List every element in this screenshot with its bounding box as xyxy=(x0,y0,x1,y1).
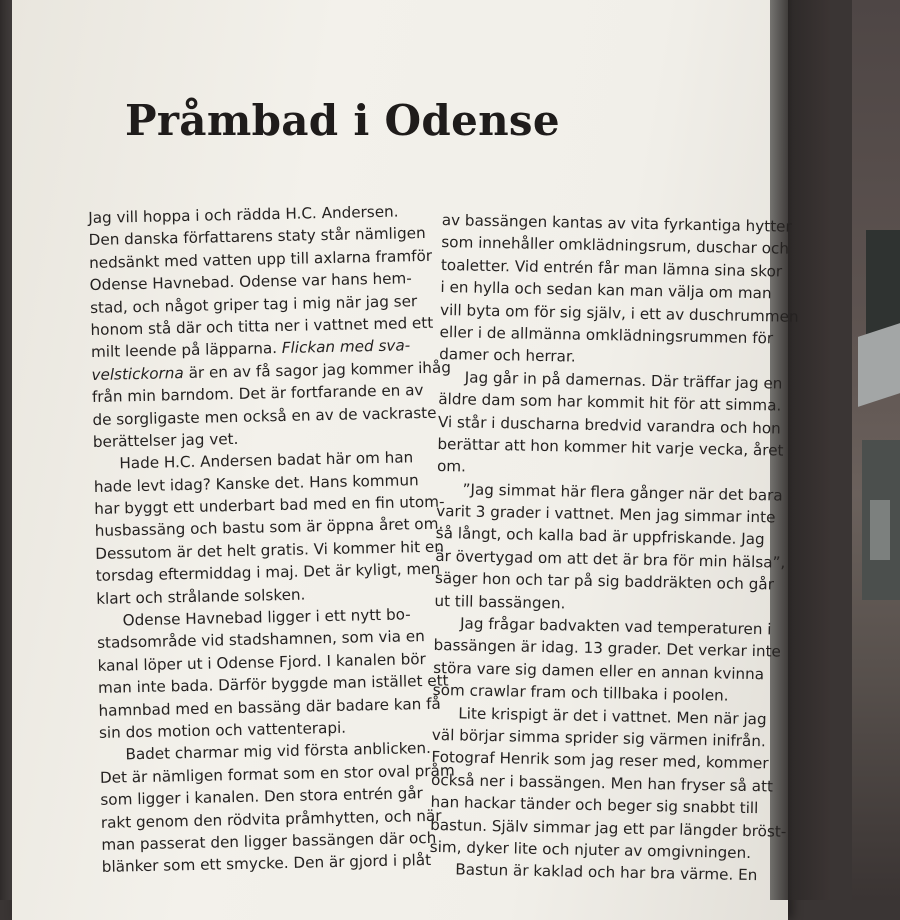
line-text: Odense Havnebad ligger i ett nytt bo- xyxy=(122,605,411,630)
line-text: bassängen är idag. 13 grader. Det verkar inte xyxy=(433,636,781,662)
line-text: varit 3 grader i vattnet. Men jag simmar inte xyxy=(436,502,776,527)
line-text: är övertygad om att det är bra för min hälsa”, xyxy=(435,546,786,572)
line-text: rakt genom den rödvita pråmhytten, och när xyxy=(100,806,442,832)
line-text: kanal löper ut i Odense Fjord. I kanalen bör xyxy=(97,649,427,675)
line-text: Bastun är kaklad och har bra värme. En xyxy=(455,860,758,885)
line-text: Den danska författarens staty står nämligen xyxy=(88,224,426,250)
line-text: hade levt idag? Kanske det. Hans kommun xyxy=(93,470,419,496)
article-title: Pråmbad i Odense xyxy=(125,96,560,145)
line-text: Jag frågar badvakten vad temperaturen i xyxy=(459,614,772,639)
line-text: bastun. Själv simmar jag ett par längder bröst- xyxy=(430,815,787,841)
line-text: äldre dam som har kommit hit för att simma. xyxy=(438,390,782,415)
line-text: säger hon och tar på sig baddräkten och går xyxy=(434,569,775,594)
line-text: som crawlar fram och tillbaka i poolen. xyxy=(432,681,729,705)
line-text: ut till bassängen. xyxy=(434,591,566,613)
italic-book-title: velstickorna xyxy=(91,363,184,384)
line-text: Vi står i duscharna bredvid varandra och hon xyxy=(437,412,781,438)
line-text: man inte bada. Därför byggde man istället ett xyxy=(97,671,449,698)
line-text: så långt, och kalla bad är uppfriskande. Jag xyxy=(435,524,765,549)
line-text: milt leende på läpparna. xyxy=(90,339,283,362)
line-text: i en hylla och sedan kan man välja om man xyxy=(440,278,772,303)
photo-fragment xyxy=(866,230,900,340)
photo-fragment xyxy=(858,323,900,407)
line-text: också ner i bassängen. Men han fryser så att xyxy=(430,770,774,796)
line-text: toaletter. Vid entrén får man lämna sina skor xyxy=(440,255,783,281)
line-text: man passerat den ligger bassängen där och xyxy=(101,828,437,854)
line-text: han hackar tänder och beger sig snabbt till xyxy=(430,793,759,818)
line-text: Det är nämligen format som en stor oval pråm xyxy=(99,761,455,787)
line-text: nedsänkt med vatten upp till axlarna framför xyxy=(88,246,433,272)
line-text: Jag vill hoppa i och rädda H.C. Andersen. xyxy=(88,202,399,227)
line-text: de sorgligaste men också en av de vackraste xyxy=(92,403,437,429)
line-text: hamnbad med en bassäng där badare kan få xyxy=(98,694,441,720)
line-text: är en av få sagor jag kommer ihåg xyxy=(183,358,452,382)
right-text-column xyxy=(429,209,799,887)
line-text: störa vare sig damen eller en annan kvinna xyxy=(433,658,765,684)
line-text: Odense Havnebad. Odense var hans hem- xyxy=(89,269,412,295)
line-text: stadsområde vid stadshamnen, som via en xyxy=(96,627,425,653)
line-text: har byggt ett underbart bad med en fin utom- xyxy=(94,492,445,519)
line-text: Badet charmar mig vid första anblicken. xyxy=(125,739,431,764)
line-text: klart och strålande solsken. xyxy=(96,585,306,608)
line-text: Fotograf Henrik som jag reser med, kommer xyxy=(431,748,769,773)
line-text: Dessutom är det helt gratis. Vi kommer hit en xyxy=(95,537,445,563)
italic-book-title: Flickan med sva- xyxy=(281,336,411,358)
line-text: vill byta om för sig själv, i ett av duschrummen xyxy=(439,300,799,326)
line-text: ”Jag simmat här flera gånger när det bara xyxy=(462,480,783,505)
adjacent-page-photo xyxy=(852,0,900,900)
left-text-column xyxy=(88,200,455,879)
line-text: som ligger i kanalen. Den stora entrén går xyxy=(100,784,424,810)
line-text: om. xyxy=(436,457,467,476)
line-text: från min barndom. Det är fortfarande en av xyxy=(91,381,424,407)
line-text: Hade H.C. Andersen badat här om han xyxy=(119,448,414,473)
photo-fragment xyxy=(870,500,890,560)
line-text: sin dos motion och vattenterapi. xyxy=(98,718,347,742)
line-text: Lite krispigt är det i vattnet. Men när jag xyxy=(458,704,767,728)
line-text: damer och herrar. xyxy=(439,345,576,366)
line-text: stad, och något griper tag i mig när jag ser xyxy=(89,291,418,317)
line-text: som innehåller omklädningsrum, duschar och xyxy=(441,233,790,259)
line-text: honom stå där och titta ner i vattnet med ett xyxy=(90,313,434,339)
line-text: husbassäng och bastu som är öppna året om. xyxy=(94,515,444,541)
line-text: torsdag eftermiddag i maj. Det är kyligt, men xyxy=(95,559,441,586)
line-text: berättelser jag vet. xyxy=(92,429,239,451)
line-text: eller i de allmänna omklädningsrummen för xyxy=(439,322,774,348)
line-text: Jag går in på damernas. Där träffar jag en xyxy=(464,368,783,393)
line-text: av bassängen kantas av vita fyrkantiga hytter xyxy=(441,210,792,236)
line-text: sim, dyker lite och njuter av omgivningen. xyxy=(429,837,752,862)
line-text: väl börjar simma sprider sig värmen inifrån. xyxy=(431,725,766,751)
line-text: berättar att hon kommer hit varje vecka, året xyxy=(437,434,784,460)
line-text: blänker som ett smycke. Den är gjord i plåt xyxy=(101,851,432,877)
